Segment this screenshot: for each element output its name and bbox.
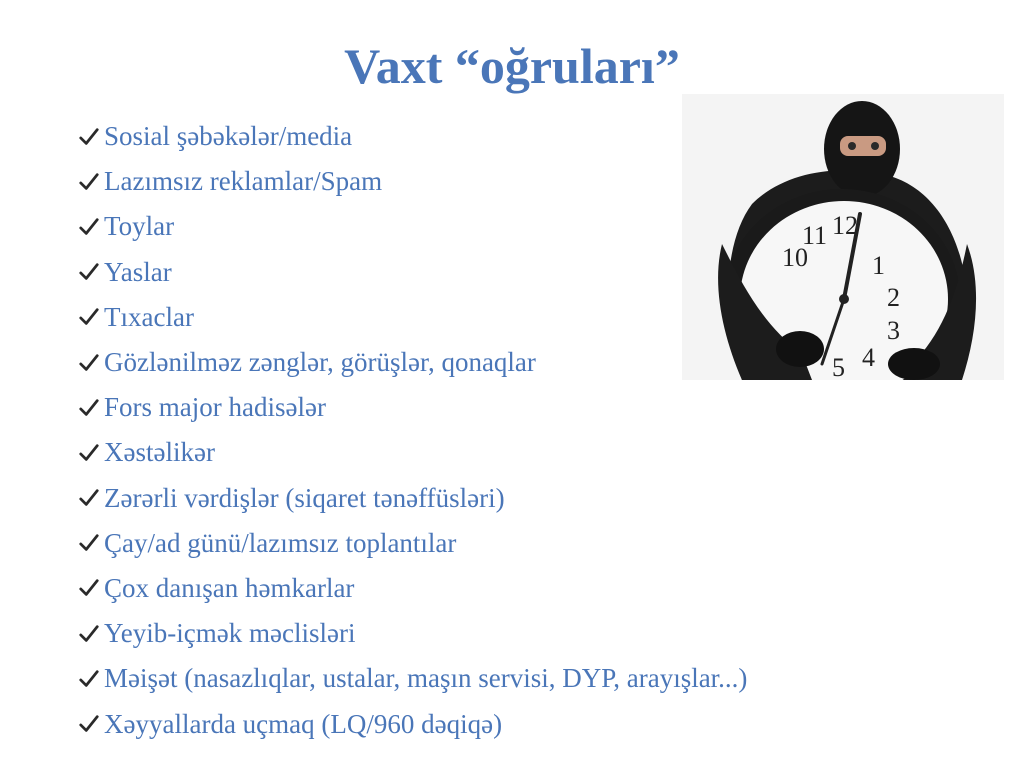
list-item [78, 701, 747, 746]
list-item-label: Xəstəlikər [104, 437, 215, 468]
clock-number: 1 [872, 251, 885, 280]
check-icon [78, 442, 100, 464]
check-icon [78, 577, 100, 599]
check-icon [78, 668, 100, 690]
list-item [78, 611, 747, 656]
list-item [78, 656, 747, 701]
list-item-label: Gözlənilməz zənglər, görüşlər, qonaqlar [104, 347, 536, 378]
clock-number: 2 [887, 283, 900, 312]
list-item [78, 521, 747, 566]
list-item-label: Tıxaclar [104, 301, 194, 332]
clock-number: 3 [887, 316, 900, 345]
list-item [78, 566, 747, 611]
list-item [78, 204, 747, 249]
check-icon [78, 306, 100, 328]
clock-number: 12 [832, 211, 858, 240]
check-icon [78, 713, 100, 735]
check-icon [78, 126, 100, 148]
clock-number: 4 [862, 343, 875, 372]
check-icon [78, 487, 100, 509]
slide-title: Vaxt “oğruları” [344, 38, 680, 94]
list-item-label: Sosial şəbəkələr/media [104, 121, 353, 152]
bullet-list [78, 114, 747, 747]
check-icon [78, 623, 100, 645]
check-icon [78, 397, 100, 419]
list-item [78, 476, 747, 521]
clock-number: 10 [782, 243, 808, 272]
list-item-label: Lazımsız reklamlar/Spam [104, 166, 383, 197]
list-item-label: Məişət (nasazlıqlar, ustalar, maşın servisi, DYP, arayışlar...) [104, 663, 748, 694]
list-item-label: Toylar [104, 211, 175, 242]
list-item-label: Fors major hadisələr [104, 392, 326, 423]
check-icon [78, 261, 100, 283]
check-icon [78, 171, 100, 193]
thief-with-clock-image [682, 94, 1004, 380]
clock-number: 11 [802, 221, 828, 250]
list-item [78, 430, 747, 475]
list-item [78, 114, 747, 159]
list-item-label: Xəyyallarda uçmaq (LQ/960 dəqiqə) [104, 708, 503, 739]
list-item-label: Yeyib-içmək məclisləri [104, 618, 356, 649]
list-item [78, 295, 747, 340]
list-item [78, 250, 747, 295]
list-item [78, 159, 747, 204]
check-icon [78, 532, 100, 554]
list-item-label: Çay/ad günü/lazımsız toplantılar [104, 527, 457, 558]
list-item [78, 340, 747, 385]
clock-number: 5 [832, 353, 845, 380]
check-icon [78, 216, 100, 238]
list-item [78, 385, 747, 430]
list-item-label: Yaslar [104, 256, 172, 287]
list-item-label: Zərərli vərdişlər (siqaret tənəffüsləri) [104, 482, 505, 513]
check-icon [78, 352, 100, 374]
list-item-label: Çox danışan həmkarlar [104, 572, 355, 603]
